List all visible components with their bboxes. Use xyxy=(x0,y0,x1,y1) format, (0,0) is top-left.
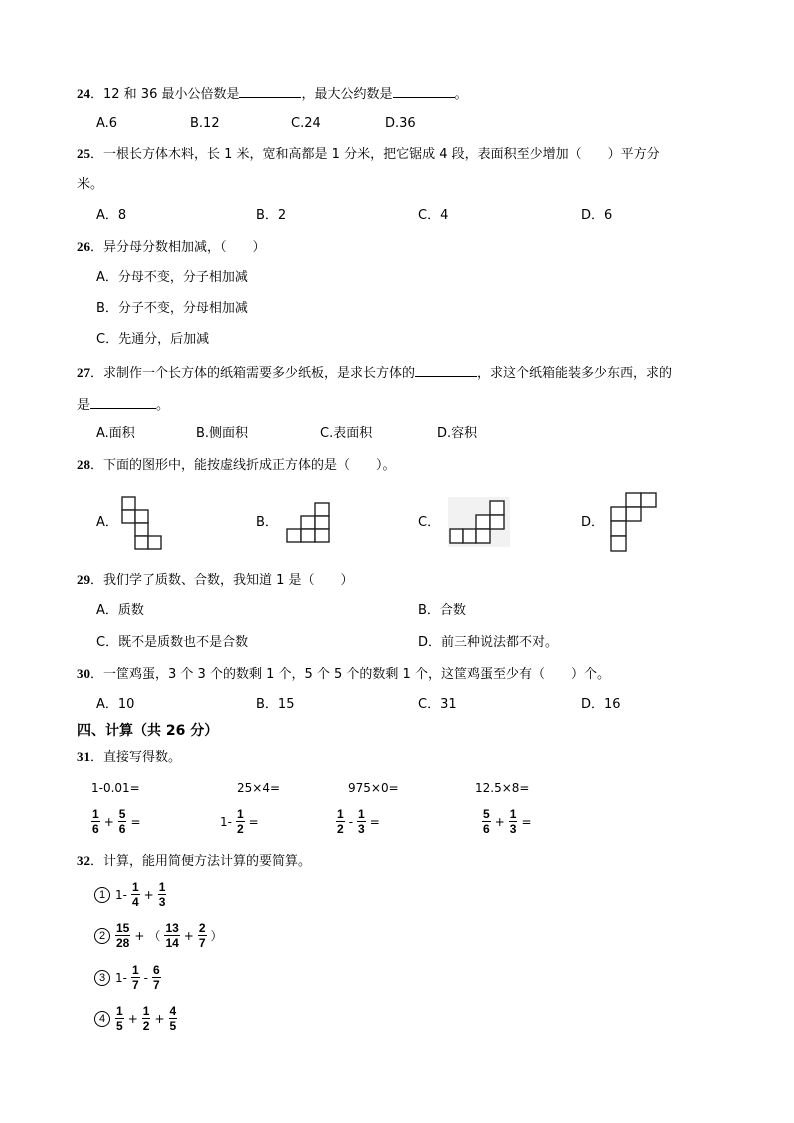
option-c[interactable]: C．既不是质数也不是合数 xyxy=(96,635,249,650)
fraction: $\frac{1}{6}$ xyxy=(92,807,99,836)
question-text: ．计算，能用简便方法计算的要简算。 xyxy=(90,854,312,869)
question-text: ．12 和 36 最小公倍数是 xyxy=(90,87,240,102)
fraction: $\frac{1}{3}$ xyxy=(358,807,365,836)
question-text: ．一筐鸡蛋，3 个 3 个的数剩 1 个，5 个 5 个的数剩 1 个，这筐鸡蛋至少有（ ）个。 xyxy=(90,667,610,682)
question-number: 30 xyxy=(77,666,90,681)
question-number: 25 xyxy=(77,146,90,161)
fraction: $\frac{2}{7}$ xyxy=(198,921,206,950)
question-30 xyxy=(77,667,610,681)
option-c[interactable]: C.表面积 xyxy=(320,426,373,441)
option-b[interactable]: B．合数 xyxy=(418,603,466,618)
fraction-expression: $\frac{1}{6}$ + $\frac{5}{6}$ = xyxy=(92,807,141,836)
option-a[interactable]: A．分母不变，分子相加减 xyxy=(96,270,248,285)
question-text: ．异分母分数相加减，（ ） xyxy=(90,240,266,255)
option-c[interactable]: C． xyxy=(418,515,441,530)
question-29 xyxy=(77,573,354,587)
question-number: 31 xyxy=(77,749,90,764)
fraction: $\frac{13}{14}$ xyxy=(165,921,179,950)
question-number: 28 xyxy=(77,457,90,472)
calculation-item-4: 4 $\frac{1}{5}$ + $\frac{1}{2}$ + $\frac{4}{5}$ xyxy=(94,1005,177,1032)
item-number-circle: 4 xyxy=(94,1011,110,1027)
fraction: $\frac{1}{3}$ xyxy=(158,880,166,909)
option-d[interactable]: D．前三种说法都不对。 xyxy=(418,635,559,650)
option-a[interactable]: A． xyxy=(96,515,118,530)
option-b[interactable]: B．15 xyxy=(256,697,295,712)
question-text: ，最大公约数是 xyxy=(301,87,393,102)
question-text: ．一根长方体木料，长 1 米，宽和高都是 1 分米，把它锯成 4 段，表面积至少增加（ ）平方分 xyxy=(90,147,660,162)
option-d[interactable]: D.36 xyxy=(385,116,416,131)
item-number-circle: 2 xyxy=(94,928,110,944)
cube-net-a-figure xyxy=(121,496,163,554)
question-25 xyxy=(77,147,660,161)
section-heading: 四、计算（共 26 分） xyxy=(77,723,219,739)
fraction-expression: $\frac{5}{6}$ + $\frac{1}{3}$ = xyxy=(483,807,532,836)
answer-blank[interactable] xyxy=(90,396,156,409)
question-28 xyxy=(77,458,396,472)
question-24 xyxy=(77,85,468,101)
calculation-item-2: 2 $\frac{15}{28}$ + （ $\frac{13}{14}$ + $\frac{2}{7}$ ） xyxy=(94,922,223,949)
calculation-item-3: 3 1- $\frac{1}{7}$ - $\frac{6}{7}$ xyxy=(94,964,161,991)
fraction: $\frac{1}{2}$ xyxy=(337,807,344,836)
fraction: $\frac{1}{2}$ xyxy=(236,807,244,836)
mental-math-item: 25×4= xyxy=(237,781,281,795)
option-d[interactable]: D．6 xyxy=(581,208,613,223)
question-27-line-2 xyxy=(77,396,169,412)
mental-math-item: 975×0= xyxy=(348,781,399,795)
option-c[interactable]: C.24 xyxy=(291,116,321,131)
item-number-circle: 3 xyxy=(94,970,110,986)
option-c[interactable]: C．先通分，后加减 xyxy=(96,332,210,347)
option-d[interactable]: D．16 xyxy=(581,697,621,712)
option-c[interactable]: C．31 xyxy=(418,697,457,712)
fraction: $\frac{5}{6}$ xyxy=(118,807,126,836)
cube-net-d-figure xyxy=(610,492,658,554)
question-text: ．我们学了质数、合数，我知道 1 是（ ） xyxy=(90,573,354,588)
answer-blank[interactable] xyxy=(415,364,477,377)
fraction: $\frac{1}{3}$ xyxy=(509,807,517,836)
answer-blank[interactable] xyxy=(393,85,455,98)
cube-net-b-figure xyxy=(286,502,332,544)
option-d[interactable]: D． xyxy=(581,515,605,530)
option-d[interactable]: D.容积 xyxy=(437,426,478,441)
question-31 xyxy=(77,750,181,764)
question-text: 是 xyxy=(77,398,91,413)
option-a[interactable]: A．质数 xyxy=(96,603,144,618)
fraction: $\frac{6}{7}$ xyxy=(153,963,160,992)
question-number: 27 xyxy=(77,365,90,380)
answer-blank[interactable] xyxy=(239,85,301,98)
question-text: 。 xyxy=(454,87,468,102)
option-a[interactable]: A.6 xyxy=(96,116,118,131)
question-text: ．直接写得数。 xyxy=(90,750,182,765)
option-b[interactable]: B．分子不变，分母相加减 xyxy=(96,301,248,316)
calculation-item-1: 1 1- $\frac{1}{4}$ + $\frac{1}{3}$ xyxy=(94,881,166,908)
fraction: $\frac{5}{6}$ xyxy=(483,807,490,836)
option-a[interactable]: A.面积 xyxy=(96,426,135,441)
fraction-expression: $\frac{1}{2}$ - $\frac{1}{3}$ = xyxy=(337,807,380,836)
question-number: 26 xyxy=(77,239,90,254)
option-a[interactable]: A．8 xyxy=(96,208,127,223)
option-b[interactable]: B.侧面积 xyxy=(196,426,249,441)
fraction: $\frac{1}{4}$ xyxy=(131,880,139,909)
option-c[interactable]: C．4 xyxy=(418,208,449,223)
question-text: ，求这个纸箱能装多少东西，求的 xyxy=(477,366,673,381)
item-number-circle: 1 xyxy=(94,887,110,903)
option-b[interactable]: B.12 xyxy=(190,116,220,131)
question-text-continued: 米。 xyxy=(77,177,104,192)
question-number: 32 xyxy=(77,853,90,868)
option-a[interactable]: A．10 xyxy=(96,697,135,712)
fraction: $\frac{15}{28}$ xyxy=(116,921,130,950)
question-text: 。 xyxy=(156,398,170,413)
question-number: 29 xyxy=(77,572,90,587)
mental-math-item: 12.5×8= xyxy=(475,781,530,795)
cube-net-c-figure xyxy=(448,497,510,547)
option-b[interactable]: B．2 xyxy=(256,208,287,223)
question-26 xyxy=(77,240,266,254)
question-text: ．求制作一个长方体的纸箱需要多少纸板，是求长方体的 xyxy=(90,366,416,381)
fraction-expression: 1- $\frac{1}{2}$ = xyxy=(220,807,259,836)
mental-math-item: 1-0.01= xyxy=(91,781,140,795)
fraction: $\frac{4}{5}$ xyxy=(169,1004,177,1033)
question-text: ．下面的图形中，能按虚线折成正方体的是（ ）。 xyxy=(90,458,396,473)
question-32 xyxy=(77,854,311,868)
question-27 xyxy=(77,364,672,380)
fraction: $\frac{1}{2}$ xyxy=(142,1004,150,1033)
fraction: $\frac{1}{7}$ xyxy=(131,963,139,992)
fraction: $\frac{1}{5}$ xyxy=(116,1004,123,1033)
question-number: 24 xyxy=(77,86,90,101)
option-b[interactable]: B． xyxy=(256,515,278,530)
